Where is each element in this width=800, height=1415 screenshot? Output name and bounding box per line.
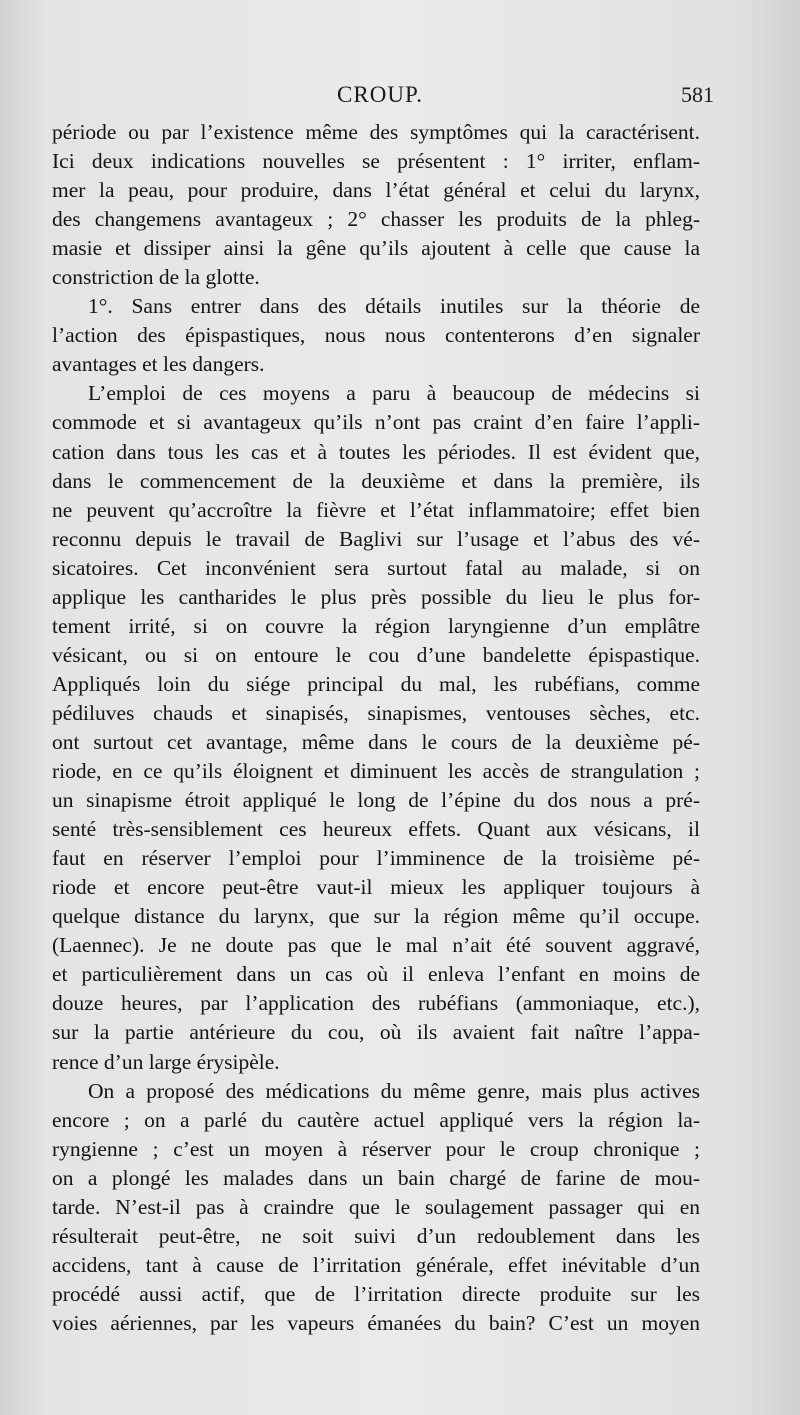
text-line: commode et si avantageux qu’ils n’ont pas craint d’en faire l’appli- (52, 410, 700, 435)
text-line: vésicant, ou si on entoure le cou d’une bandelette épispastique. (52, 642, 700, 667)
body-text (52, 118, 700, 1338)
text-line: on a plongé les malades dans un bain chargé de farine de mou- (52, 1165, 700, 1190)
text-line: accidens, tant à cause de l’irritation générale, effet inévitable d’un (52, 1252, 700, 1277)
text-line: tement irrité, si on couvre la région laryngienne d’un emplâtre (52, 613, 700, 638)
running-title: CROUP. (337, 82, 423, 107)
text-line: l’action des épispastiques, nous nous contenterons d’en signaler (52, 323, 700, 348)
text-line: (Laennec). Je ne doute pas que le mal n’ait été souvent aggravé, (52, 933, 700, 958)
text-line: senté très-sensiblement ces heureux effets. Quant aux vésicans, il (52, 817, 700, 842)
text-line: pédiluves chauds et sinapisés, sinapismes, ventouses sèches, etc. (52, 700, 700, 725)
text-line: voies aériennes, par les vapeurs émanées du bain? C’est un moyen (52, 1310, 700, 1335)
text-line: riode et encore peut-être vaut-il mieux les appliquer toujours à (52, 875, 700, 900)
text-line: sicatoires. Cet inconvénient sera surtout fatal au malade, si on (52, 555, 700, 580)
text-line: avantages et les dangers. (52, 352, 265, 377)
text-line: cation dans tous les cas et à toutes les périodes. Il est évident que, (52, 439, 700, 464)
text-line: mer la peau, pour produire, dans l’état général et celui du larynx, (52, 178, 700, 203)
text-line: quelque distance du larynx, que sur la région même qu’il occupe. (52, 904, 700, 929)
text-line: ryngienne ; c’est un moyen à réserver pour le croup chronique ; (52, 1136, 700, 1161)
text-line: un sinapisme étroit appliqué le long de l’épine du dos nous a pré- (52, 788, 700, 813)
text-line: L’emploi de ces moyens a paru à beaucoup de médecins si (88, 381, 700, 406)
text-line: procédé aussi actif, que de l’irritation directe produite sur les (52, 1281, 700, 1306)
text-line: ont surtout cet avantage, même dans le cours de la deuxième pé- (52, 729, 700, 754)
text-line: rence d’un large érysipèle. (52, 1049, 280, 1074)
text-line: sur la partie antérieure du cou, où ils avaient fait naître l’appa- (52, 1020, 700, 1045)
text-line: résulterait peut-être, ne soit suivi d’un redoublement dans les (52, 1223, 700, 1248)
page-number: 581 (681, 82, 714, 107)
text-line: douze heures, par l’application des rubéfians (ammoniaque, etc.), (52, 991, 700, 1016)
text-line: tarde. N’est-il pas à craindre que le soulagement passager qui en (52, 1194, 700, 1219)
text-line: On a proposé des médications du même genre, mais plus actives (88, 1078, 700, 1103)
text-line: constriction de la glotte. (52, 265, 260, 290)
page-header (52, 82, 714, 116)
text-line: dans le commencement de la deuxième et dans la première, ils (52, 468, 700, 493)
text-line: riode, en ce qu’ils éloignent et diminuent les accès de strangulation ; (52, 759, 700, 784)
text-line: et particulièrement dans un cas où il enleva l’enfant en moins de (52, 962, 700, 987)
text-line: période ou par l’existence même des symptômes qui la caractérisent. (52, 120, 700, 144)
text-line: reconnu depuis le travail de Baglivi sur l’usage et l’abus des vé- (52, 526, 700, 551)
text-line: des changemens avantageux ; 2° chasser les produits de la phleg- (52, 207, 700, 232)
text-line: applique les cantharides le plus près possible du lieu le plus for- (52, 584, 700, 609)
text-line: 1°. Sans entrer dans des détails inutiles sur la théorie de (88, 294, 700, 319)
text-line: Ici deux indications nouvelles se présentent : 1° irriter, enflam- (52, 149, 700, 174)
text-line: faut en réserver l’emploi pour l’imminence de la troisième pé- (52, 846, 700, 871)
text-line: masie et dissiper ainsi la gêne qu’ils ajoutent à celle que cause la (52, 236, 700, 261)
text-line: encore ; on a parlé du cautère actuel appliqué vers la région la- (52, 1107, 700, 1132)
text-line: Appliqués loin du siége principal du mal, les rubéfians, comme (52, 671, 700, 696)
text-line: ne peuvent qu’accroître la fièvre et l’état inflammatoire; effet bien (52, 497, 700, 522)
